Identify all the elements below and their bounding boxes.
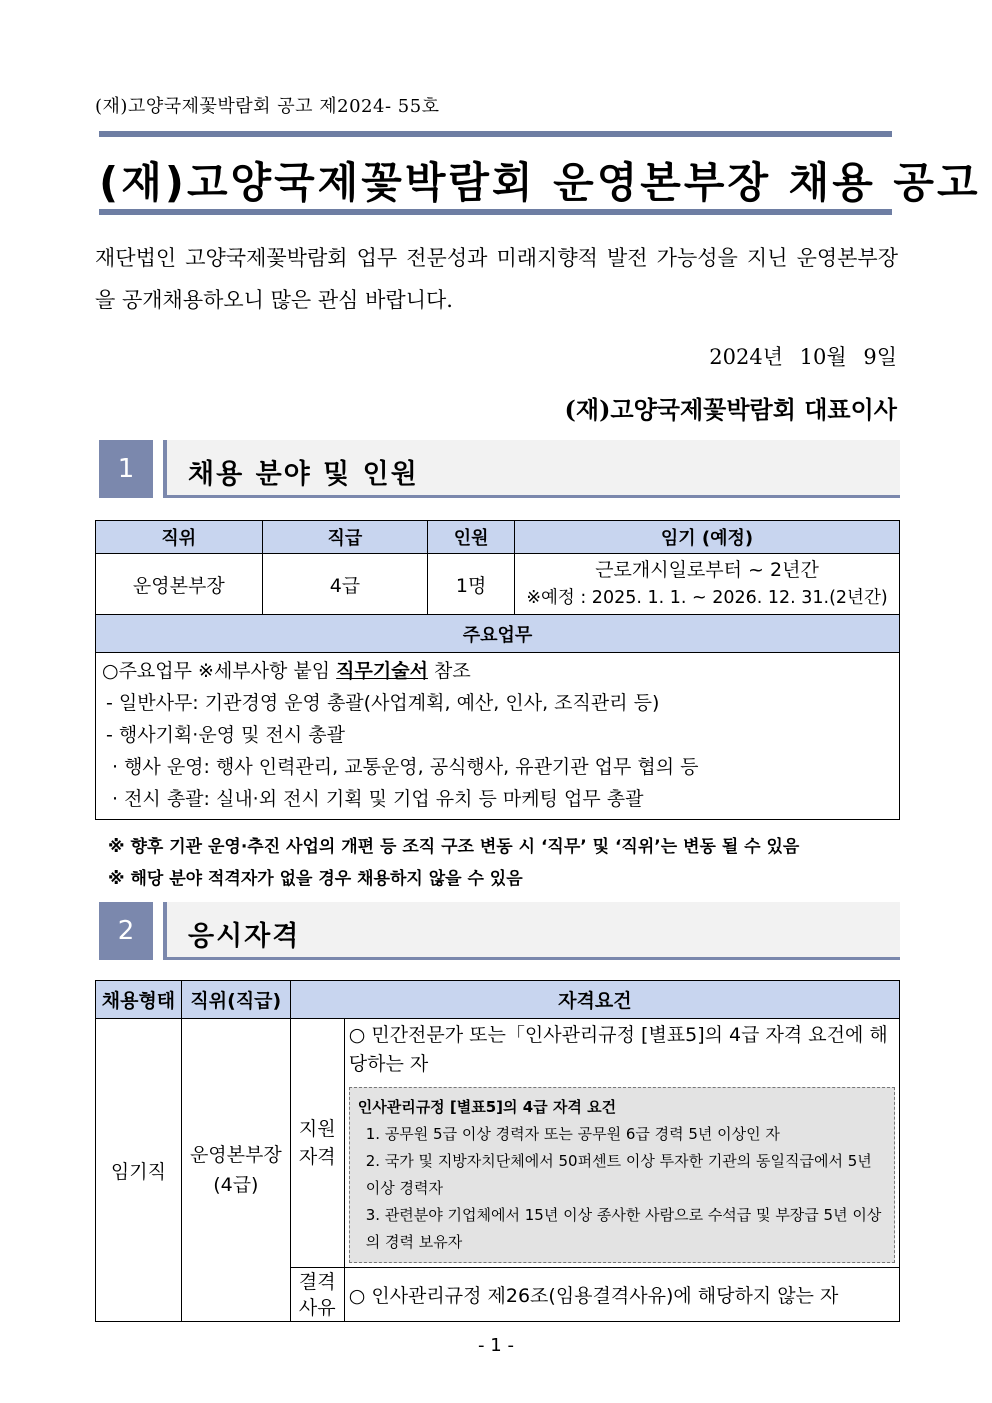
note-1: ※ 향후 기관 운영·추진 사업의 개편 등 조직 구조 변동 시 ‘직무’ 및 ‘직위’는 변동 될 수 있음	[108, 837, 800, 857]
term-line2: ※예정 : 2025. 1. 1. ~ 2026. 12. 31.(2년간)	[526, 588, 888, 608]
note-2: ※ 해당 분야 적격자가 없을 경우 채용하지 않을 수 있음	[108, 869, 523, 889]
job-description-link: 직무기술서	[336, 660, 428, 682]
header-position-grade: 직위(직급)	[181, 981, 290, 1019]
cell-term	[515, 554, 900, 615]
section-2-title: 응시자격	[188, 921, 301, 952]
position-line2: (4급)	[213, 1174, 259, 1196]
intro-text: 재단법인 고양국제꽃박람회 업무 전문성과 미래지향적 발전 가능성을 지닌 운영본부장을 공개채용하오니 많은 관심 바랍니다.	[95, 246, 898, 312]
cell-position: 운영본부장	[96, 554, 263, 615]
header-grade: 직급	[262, 521, 428, 554]
recruitment-table	[95, 520, 900, 820]
cell-grade: 4급	[262, 554, 428, 615]
section-1-title: 채용 분야 및 인원	[188, 459, 419, 490]
disqualification-text: ○ 인사관리규정 제26조(임용결격사유)에 해당하지 않는 자	[344, 1268, 899, 1322]
duties-cell	[96, 653, 900, 820]
header-employment-type: 채용형태	[96, 981, 182, 1019]
cell-count: 1명	[428, 554, 515, 615]
header-count: 인원	[428, 521, 515, 554]
duty-item: - 일반사무: 기관경영 운영 총괄(사업계획, 예산, 인사, 조직관리 등)	[106, 692, 660, 714]
section-2-number: 2	[99, 902, 153, 960]
notice-date: 2024년 10월 9일	[709, 345, 897, 369]
header-position: 직위	[96, 521, 263, 554]
cell-position-grade	[181, 1019, 290, 1322]
cell-employment-type: 임기직	[96, 1019, 182, 1322]
disqualification-label: 결격 사유	[290, 1268, 344, 1322]
notice-number: (재)고양국제꽃박람회 공고 제2024- 55호	[95, 96, 440, 117]
grade4-requirements-box	[349, 1087, 895, 1263]
qualification-table	[95, 980, 900, 1322]
page-title: (재)고양국제꽃박람회 운영본부장 채용 공고	[99, 158, 981, 207]
position-line1: 운영본부장	[189, 1144, 282, 1166]
title-rule-bottom	[99, 209, 892, 215]
eligibility-label: 지원 자격	[290, 1019, 344, 1268]
duty-item: · 행사 운영: 행사 인력관리, 교통운영, 공식행사, 유관기관 업무 협의 등	[112, 756, 699, 778]
duties-intro-prefix: ○주요업무 ※세부사항 붙임	[102, 660, 337, 682]
duties-header: 주요업무	[96, 615, 900, 653]
section-1-number: 1	[99, 440, 153, 498]
box-title: 인사관리규정 [별표5]의 4급 자격 요건	[357, 1098, 617, 1116]
header-requirements: 자격요건	[290, 981, 899, 1019]
box-item: 1. 공무원 5급 이상 경력자 또는 공무원 6급 경력 5년 이상인 자	[365, 1125, 780, 1143]
box-item: 3. 관련분야 기업체에서 15년 이상 종사한 사람으로 수석급 및 부장급 5년 이상의 경력 보유자	[365, 1206, 882, 1251]
title-rule-top	[99, 131, 892, 137]
issuer: (재)고양국제꽃박람회 대표이사	[564, 395, 897, 424]
term-line1: 근로개시일로부터 ~ 2년간	[595, 559, 819, 581]
duties-intro	[102, 655, 893, 687]
header-term: 임기 (예정)	[515, 521, 900, 554]
box-item: 2. 국가 및 지방자치단체에서 50퍼센트 이상 투자한 기관의 동일직급에서 5년 이상 경력자	[365, 1152, 872, 1197]
duties-intro-suffix: 참조	[427, 660, 471, 682]
duty-item: · 전시 총괄: 실내·외 전시 기획 및 기업 유치 등 마케팅 업무 총괄	[112, 788, 644, 810]
duty-item: - 행사기획·운영 및 전시 총괄	[106, 724, 345, 746]
eligibility-text: ○ 민간전문가 또는「인사관리규정 [별표5]의 4급 자격 요건에 해당하는 자	[348, 1024, 888, 1075]
eligibility-cell	[344, 1019, 899, 1268]
page-number: - 1 -	[478, 1335, 514, 1356]
